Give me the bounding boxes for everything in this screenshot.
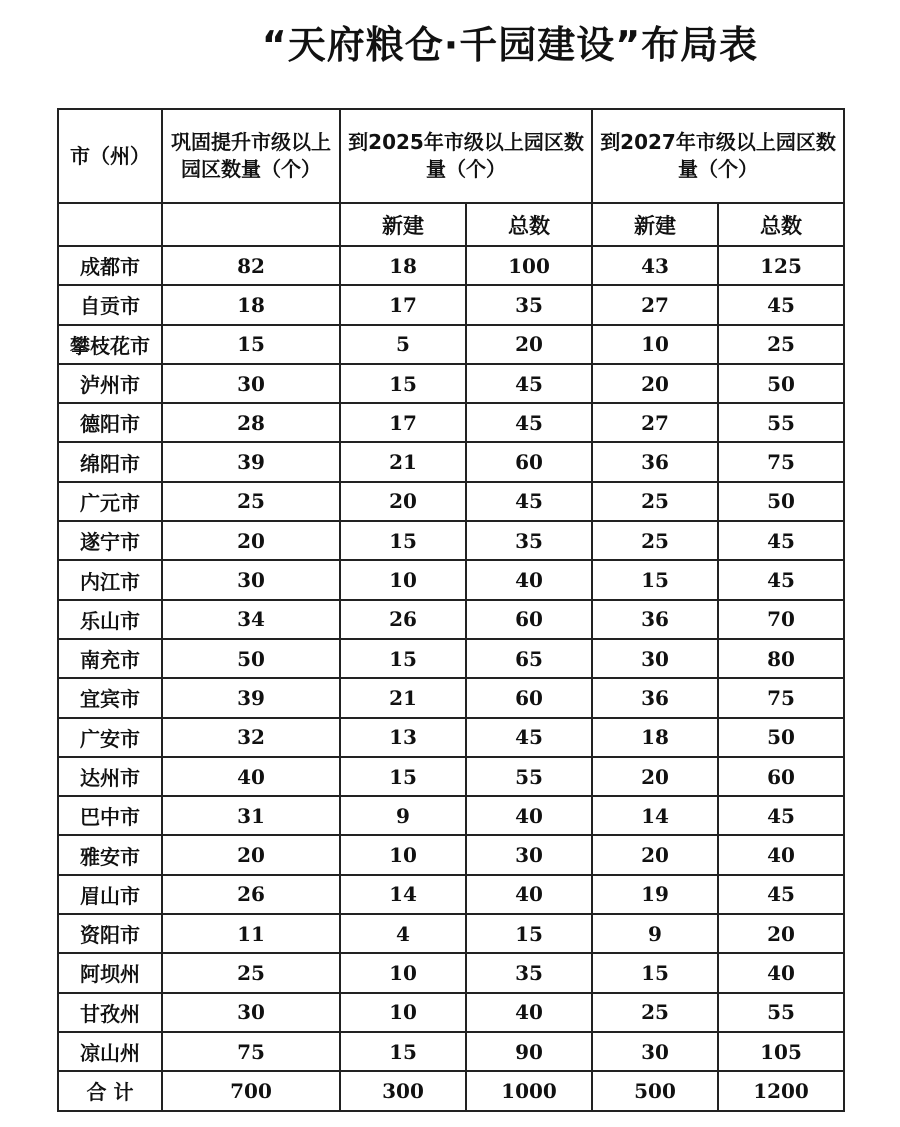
new-2027-cell: 36	[592, 600, 718, 639]
new-2027-cell: 30	[592, 1032, 718, 1071]
table-row	[58, 796, 844, 835]
consolidate-cell: 20	[162, 835, 340, 874]
consolidate-cell: 30	[162, 993, 340, 1032]
new-2025-cell: 10	[340, 953, 466, 992]
new-2027-cell: 19	[592, 875, 718, 914]
city-cell: 广元市	[58, 482, 162, 521]
table-row	[58, 757, 844, 796]
total-total-2025: 1000	[466, 1071, 592, 1110]
layout-table	[57, 108, 845, 1112]
new-2027-cell: 14	[592, 796, 718, 835]
total-2025-cell: 45	[466, 718, 592, 757]
new-2027-cell: 30	[592, 639, 718, 678]
city-cell: 遂宁市	[58, 521, 162, 560]
city-cell: 绵阳市	[58, 442, 162, 481]
table-row	[58, 325, 844, 364]
table-row	[58, 1032, 844, 1071]
table-row	[58, 482, 844, 521]
new-2025-cell: 4	[340, 914, 466, 953]
city-cell: 巴中市	[58, 796, 162, 835]
subheader-total-2025: 总数	[466, 203, 592, 246]
city-cell: 南充市	[58, 639, 162, 678]
total-2025-cell: 90	[466, 1032, 592, 1071]
total-2027-cell: 55	[718, 403, 844, 442]
table-row	[58, 639, 844, 678]
new-2027-cell: 15	[592, 953, 718, 992]
header-2027: 到2027年市级以上园区数量（个）	[592, 109, 844, 203]
new-2027-cell: 20	[592, 757, 718, 796]
new-2027-cell: 9	[592, 914, 718, 953]
city-cell: 凉山州	[58, 1032, 162, 1071]
consolidate-cell: 25	[162, 953, 340, 992]
consolidate-cell: 39	[162, 678, 340, 717]
total-2025-cell: 35	[466, 953, 592, 992]
total-2025-cell: 30	[466, 835, 592, 874]
header-consolidate: 巩固提升市级以上园区数量（个）	[162, 109, 340, 203]
city-cell: 资阳市	[58, 914, 162, 953]
city-cell: 内江市	[58, 560, 162, 599]
city-cell: 雅安市	[58, 835, 162, 874]
new-2025-cell: 15	[340, 521, 466, 560]
total-2027-cell: 105	[718, 1032, 844, 1071]
total-2027-cell: 45	[718, 285, 844, 324]
new-2025-cell: 17	[340, 285, 466, 324]
table-subheader-row	[58, 203, 844, 246]
table-total-row	[58, 1071, 844, 1110]
table-row	[58, 718, 844, 757]
new-2025-cell: 20	[340, 482, 466, 521]
new-2027-cell: 43	[592, 246, 718, 285]
total-2025-cell: 35	[466, 521, 592, 560]
city-cell: 泸州市	[58, 364, 162, 403]
new-2027-cell: 27	[592, 285, 718, 324]
new-2025-cell: 18	[340, 246, 466, 285]
new-2027-cell: 20	[592, 364, 718, 403]
total-2027-cell: 50	[718, 364, 844, 403]
total-2025-cell: 40	[466, 796, 592, 835]
table-row	[58, 835, 844, 874]
consolidate-cell: 82	[162, 246, 340, 285]
city-cell: 成都市	[58, 246, 162, 285]
total-2027-cell: 40	[718, 953, 844, 992]
total-2027-cell: 125	[718, 246, 844, 285]
total-2025-cell: 15	[466, 914, 592, 953]
new-2027-cell: 15	[592, 560, 718, 599]
total-2027-cell: 75	[718, 678, 844, 717]
new-2025-cell: 15	[340, 1032, 466, 1071]
new-2025-cell: 10	[340, 993, 466, 1032]
subheader-empty-consolidate	[162, 203, 340, 246]
subheader-new-2025: 新建	[340, 203, 466, 246]
total-2025-cell: 65	[466, 639, 592, 678]
consolidate-cell: 11	[162, 914, 340, 953]
city-cell: 达州市	[58, 757, 162, 796]
header-city: 市（州）	[58, 109, 162, 203]
total-2027-cell: 55	[718, 993, 844, 1032]
total-2027-cell: 20	[718, 914, 844, 953]
new-2027-cell: 20	[592, 835, 718, 874]
total-2025-cell: 45	[466, 364, 592, 403]
new-2027-cell: 25	[592, 993, 718, 1032]
new-2025-cell: 15	[340, 639, 466, 678]
table-row	[58, 600, 844, 639]
new-2025-cell: 21	[340, 678, 466, 717]
total-new-2027: 500	[592, 1071, 718, 1110]
total-2027-cell: 80	[718, 639, 844, 678]
total-2027-cell: 45	[718, 796, 844, 835]
new-2027-cell: 36	[592, 442, 718, 481]
page-title: “天府粮仓·千园建设”布局表	[261, 23, 759, 67]
total-2025-cell: 100	[466, 246, 592, 285]
total-2025-cell: 55	[466, 757, 592, 796]
city-cell: 甘孜州	[58, 993, 162, 1032]
new-2025-cell: 14	[340, 875, 466, 914]
new-2027-cell: 25	[592, 482, 718, 521]
new-2025-cell: 15	[340, 757, 466, 796]
consolidate-cell: 30	[162, 560, 340, 599]
consolidate-cell: 32	[162, 718, 340, 757]
consolidate-cell: 40	[162, 757, 340, 796]
table-row	[58, 246, 844, 285]
table-row	[58, 993, 844, 1032]
subheader-total-2027: 总数	[718, 203, 844, 246]
table-row	[58, 521, 844, 560]
total-2025-cell: 45	[466, 482, 592, 521]
total-2025-cell: 40	[466, 560, 592, 599]
total-2027-cell: 45	[718, 875, 844, 914]
city-cell: 自贡市	[58, 285, 162, 324]
total-label: 合 计	[58, 1071, 162, 1110]
table-row	[58, 442, 844, 481]
total-2027-cell: 25	[718, 325, 844, 364]
new-2027-cell: 18	[592, 718, 718, 757]
subheader-empty-city	[58, 203, 162, 246]
consolidate-cell: 26	[162, 875, 340, 914]
consolidate-cell: 18	[162, 285, 340, 324]
consolidate-cell: 39	[162, 442, 340, 481]
new-2027-cell: 27	[592, 403, 718, 442]
table-row	[58, 403, 844, 442]
table-row	[58, 678, 844, 717]
total-2027-cell: 60	[718, 757, 844, 796]
new-2027-cell: 10	[592, 325, 718, 364]
city-cell: 阿坝州	[58, 953, 162, 992]
new-2027-cell: 25	[592, 521, 718, 560]
total-consolidate: 700	[162, 1071, 340, 1110]
new-2025-cell: 21	[340, 442, 466, 481]
subheader-new-2027: 新建	[592, 203, 718, 246]
city-cell: 乐山市	[58, 600, 162, 639]
total-2027-cell: 50	[718, 718, 844, 757]
new-2025-cell: 10	[340, 560, 466, 599]
consolidate-cell: 28	[162, 403, 340, 442]
total-2025-cell: 60	[466, 600, 592, 639]
total-2025-cell: 35	[466, 285, 592, 324]
total-2027-cell: 45	[718, 560, 844, 599]
consolidate-cell: 25	[162, 482, 340, 521]
table-row	[58, 364, 844, 403]
consolidate-cell: 75	[162, 1032, 340, 1071]
consolidate-cell: 31	[162, 796, 340, 835]
total-2027-cell: 70	[718, 600, 844, 639]
total-2025-cell: 40	[466, 993, 592, 1032]
new-2025-cell: 5	[340, 325, 466, 364]
city-cell: 宜宾市	[58, 678, 162, 717]
city-cell: 攀枝花市	[58, 325, 162, 364]
city-cell: 眉山市	[58, 875, 162, 914]
table-row	[58, 953, 844, 992]
consolidate-cell: 20	[162, 521, 340, 560]
table-header-row	[58, 109, 844, 203]
total-2025-cell: 20	[466, 325, 592, 364]
new-2025-cell: 17	[340, 403, 466, 442]
total-2025-cell: 60	[466, 442, 592, 481]
new-2025-cell: 15	[340, 364, 466, 403]
city-cell: 德阳市	[58, 403, 162, 442]
total-2025-cell: 60	[466, 678, 592, 717]
total-2025-cell: 45	[466, 403, 592, 442]
new-2025-cell: 26	[340, 600, 466, 639]
consolidate-cell: 30	[162, 364, 340, 403]
total-2025-cell: 40	[466, 875, 592, 914]
new-2025-cell: 10	[340, 835, 466, 874]
consolidate-cell: 34	[162, 600, 340, 639]
new-2025-cell: 13	[340, 718, 466, 757]
consolidate-cell: 15	[162, 325, 340, 364]
consolidate-cell: 50	[162, 639, 340, 678]
total-2027-cell: 50	[718, 482, 844, 521]
header-2025: 到2025年市级以上园区数量（个）	[340, 109, 592, 203]
new-2027-cell: 36	[592, 678, 718, 717]
total-new-2025: 300	[340, 1071, 466, 1110]
total-2027-cell: 45	[718, 521, 844, 560]
table-row	[58, 560, 844, 599]
total-2027-cell: 75	[718, 442, 844, 481]
table-row	[58, 875, 844, 914]
total-2027-cell: 40	[718, 835, 844, 874]
total-total-2027: 1200	[718, 1071, 844, 1110]
table-row	[58, 914, 844, 953]
table-row	[58, 285, 844, 324]
city-cell: 广安市	[58, 718, 162, 757]
table-body	[58, 246, 844, 1071]
new-2025-cell: 9	[340, 796, 466, 835]
